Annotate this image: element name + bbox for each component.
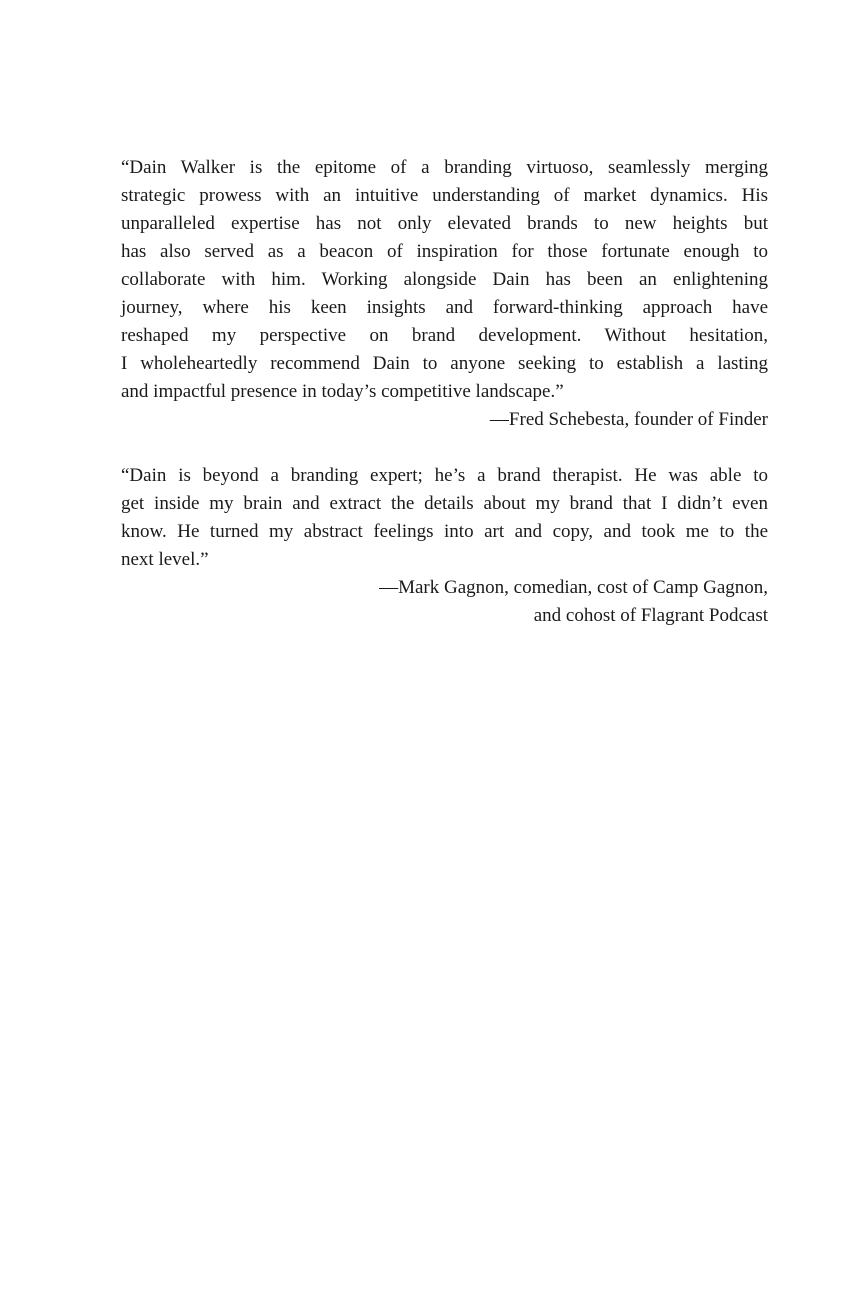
quote-line: “Dain Walker is the epitome of a branding virtuoso, seamlessly merging: [121, 157, 768, 178]
testimonial-attribution: [121, 574, 768, 630]
testimonials-page: [121, 154, 768, 630]
quote-line: know. He turned my abstract feelings into art and copy, and took me to the: [121, 521, 768, 542]
quote-line: get inside my brain and extract the details about my brand that I didn’t even: [121, 493, 768, 514]
attribution-line: —Mark Gagnon, comedian, cost of Camp Gagnon,: [379, 577, 768, 598]
testimonial-quote: [121, 154, 768, 406]
quote-line: unparalleled expertise has not only elevated brands to new heights but: [121, 213, 768, 234]
quote-line: next level.”: [121, 549, 209, 570]
quote-line: has also served as a beacon of inspiration for those fortunate enough to: [121, 241, 768, 262]
quote-line: reshaped my perspective on brand development. Without hesitation,: [121, 325, 768, 346]
testimonial-2: [121, 462, 768, 630]
testimonial-1: [121, 154, 768, 434]
quote-line: journey, where his keen insights and forward-thinking approach have: [121, 297, 768, 318]
quote-line: I wholeheartedly recommend Dain to anyone seeking to establish a lasting: [121, 353, 768, 374]
attribution-line: and cohost of Flagrant Podcast: [533, 605, 768, 626]
quote-line: “Dain is beyond a branding expert; he’s a brand therapist. He was able to: [121, 465, 768, 486]
testimonial-quote: [121, 462, 768, 574]
testimonial-attribution: [121, 406, 768, 434]
quote-line: strategic prowess with an intuitive understanding of market dynamics. His: [121, 185, 768, 206]
quote-line: and impactful presence in today’s competitive landscape.”: [121, 381, 564, 402]
quote-line: collaborate with him. Working alongside Dain has been an enlightening: [121, 269, 768, 290]
attribution-line: —Fred Schebesta, founder of Finder: [489, 409, 768, 430]
